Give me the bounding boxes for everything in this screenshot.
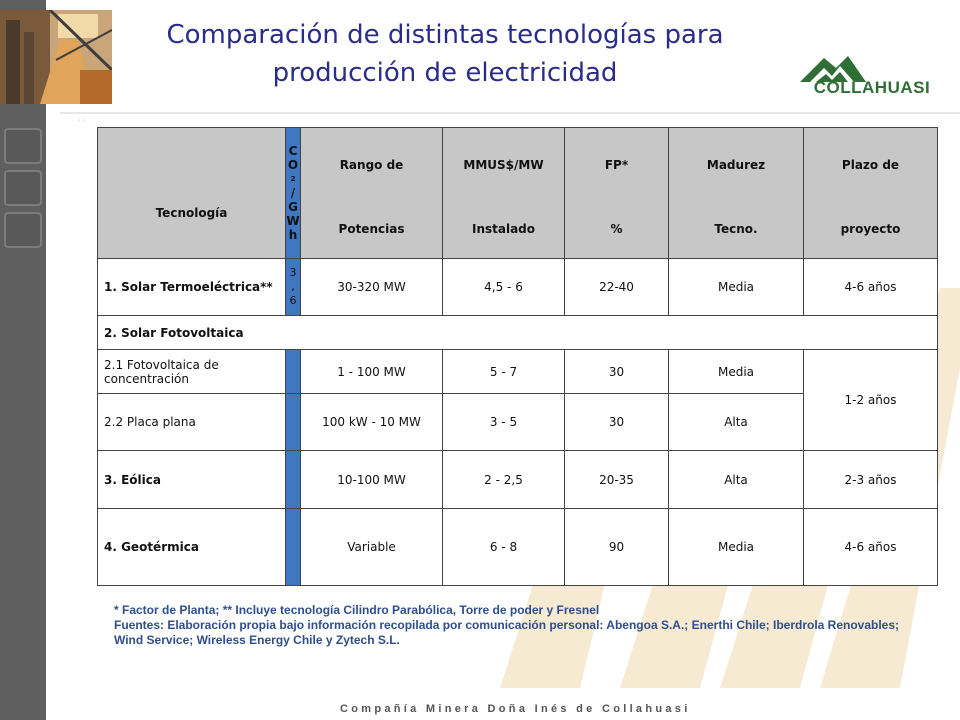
table-row <box>98 509 938 586</box>
decorative-box <box>4 170 42 206</box>
title-line-2: producción de electricidad <box>272 58 618 88</box>
cell-rango: 30-320 MW <box>301 259 443 316</box>
header-rango: Rango de Potencias <box>301 128 443 259</box>
cell-co2 <box>286 350 301 394</box>
table-header-row <box>98 128 938 259</box>
co2-char: W <box>286 214 300 228</box>
co2-char: C <box>288 144 298 158</box>
header-fp: FP* % <box>565 128 669 259</box>
cell-costo: 6 - 8 <box>443 509 565 586</box>
cell-plazo: 2-3 años <box>804 451 938 509</box>
cell-plazo: 4-6 años <box>804 509 938 586</box>
co2-char: O <box>287 158 299 172</box>
cell-madurez: Alta <box>669 394 804 451</box>
header-tecnologia: Tecnología <box>98 128 286 259</box>
footer-company-name: Compañía Minera Doña Inés de Collahuasi <box>340 703 691 715</box>
collahuasi-logo <box>796 54 948 104</box>
title-line-1: Comparación de distintas tecnologías para <box>166 20 724 50</box>
cell-fp: 30 <box>565 350 669 394</box>
header-madurez: Madurez Tecno. <box>669 128 804 259</box>
cell-plazo: 4-6 años <box>804 259 938 316</box>
co2-char: 6 <box>289 294 297 307</box>
logo-text: COLLAHUASI <box>813 78 931 97</box>
cell-rango: 10-100 MW <box>301 451 443 509</box>
co2-char: h <box>288 228 298 242</box>
cell-costo: 3 - 5 <box>443 394 565 451</box>
cell-madurez: Alta <box>669 451 804 509</box>
co2-char: G <box>288 200 298 214</box>
cell-costo: 4,5 - 6 <box>443 259 565 316</box>
cell-tecnologia: 3. Eólica <box>98 451 286 509</box>
cell-rango: 100 kW - 10 MW <box>301 394 443 451</box>
divider <box>60 112 960 114</box>
header-costo: MMUS$/MW Instalado <box>443 128 565 259</box>
decorative-box <box>4 128 42 164</box>
cell-costo: 5 - 7 <box>443 350 565 394</box>
cell-tecnologia: 2.2 Placa plana <box>98 394 286 451</box>
footnote-line-2: Fuentes: Elaboración propia bajo información recopilada por comunicación personal: Abengoa S.A.; Enerthi Chile; Iberdrola Renovables; Wind Service; Wireless Energy Chile y Zytech S.L. <box>114 618 900 647</box>
section-label: 2. Solar Fotovoltaica <box>98 316 938 350</box>
cell-costo: 2 - 2,5 <box>443 451 565 509</box>
header-co2 <box>286 128 301 259</box>
footnote-line-1: * Factor de Planta; ** Incluye tecnología Cilindro Parabólica, Torre de poder y Fresnel <box>114 603 600 617</box>
table-row <box>98 350 938 394</box>
cell-madurez: Media <box>669 509 804 586</box>
cell-rango: Variable <box>301 509 443 586</box>
cell-fp: 30 <box>565 394 669 451</box>
table-row <box>98 451 938 509</box>
cell-co2 <box>286 509 301 586</box>
decorative-dots: · · <box>78 116 86 125</box>
cell-tecnologia: 2.1 Fotovoltaica de concentración <box>98 350 286 394</box>
cell-rango: 1 - 100 MW <box>301 350 443 394</box>
cell-fp: 22-40 <box>565 259 669 316</box>
table-section-row <box>98 316 938 350</box>
co2-char: 3 <box>289 266 297 279</box>
footnote <box>114 603 904 648</box>
decorative-box <box>4 212 42 248</box>
left-decorative-strip <box>0 0 46 720</box>
cell-fp: 20-35 <box>565 451 669 509</box>
cell-plazo: 1-2 años <box>804 350 938 451</box>
cell-tecnologia: 4. Geotérmica <box>98 509 286 586</box>
cell-fp: 90 <box>565 509 669 586</box>
cell-co2 <box>286 451 301 509</box>
technology-comparison-table <box>97 127 938 586</box>
co2-char: , <box>291 280 295 293</box>
cell-tecnologia: 1. Solar Termoeléctrica** <box>98 259 286 316</box>
co2-char: 2 <box>290 175 296 183</box>
industrial-photo <box>0 10 112 104</box>
cell-co2 <box>286 394 301 451</box>
header-plazo: Plazo de proyecto <box>804 128 938 259</box>
cell-madurez: Media <box>669 350 804 394</box>
table-row <box>98 259 938 316</box>
cell-co2 <box>286 259 301 316</box>
slide-title <box>130 16 760 92</box>
cell-madurez: Media <box>669 259 804 316</box>
co2-char: / <box>290 186 296 200</box>
